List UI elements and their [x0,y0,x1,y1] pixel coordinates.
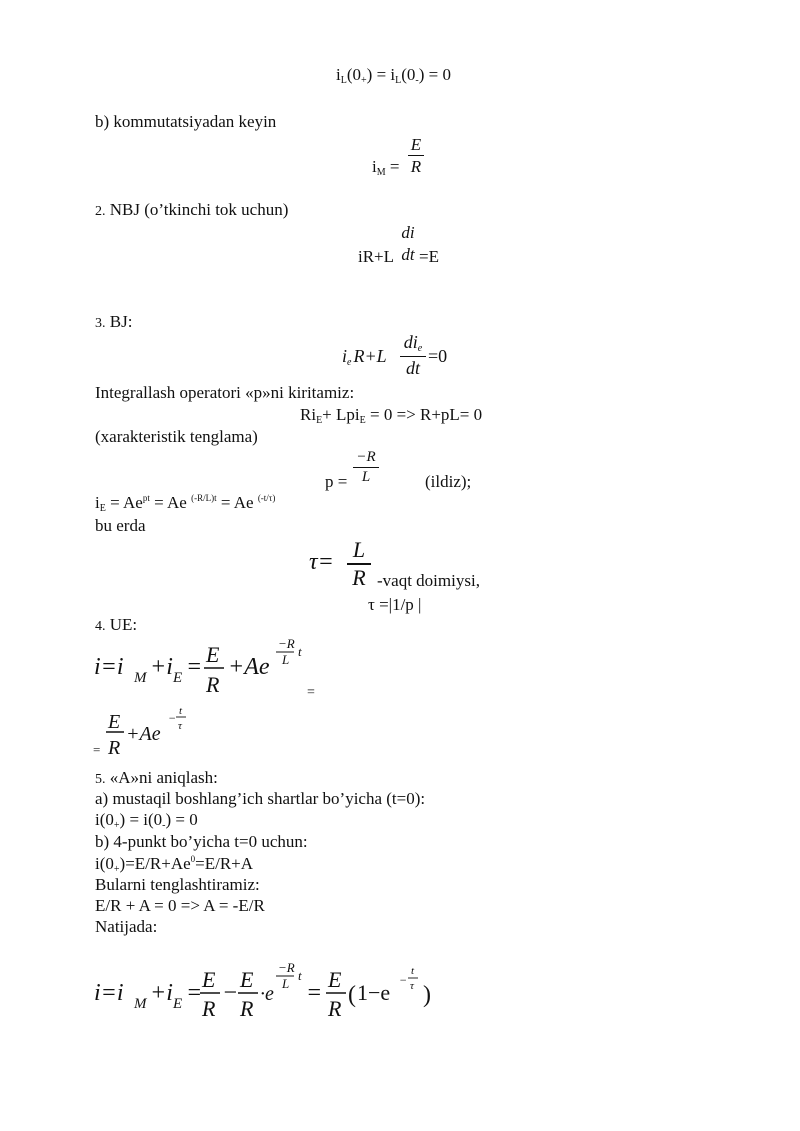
svg-text:t: t [179,705,183,717]
final-formula [90,950,450,1030]
svg-text:1−e: 1−e [357,980,391,1005]
a-line-6: E/R + A = 0 => A = -E/R [95,896,265,915]
svg-text:−: − [168,711,177,725]
root-note: (ildiz); [425,472,472,491]
bj-mid: R+L [353,346,387,366]
svg-text:R: R [206,672,220,697]
bj-eq-right: =0 [428,346,448,366]
svg-text:R: R [108,737,121,759]
svg-text:+Ae: +Ae [228,654,270,680]
root-numerator: −R [356,449,376,465]
svg-text:E: E [240,967,254,992]
svg-text:=: = [306,980,323,1006]
tau-equation: τ =|1/p | [368,595,422,614]
ue-formula [90,630,350,760]
bj-denominator: dt [405,358,420,378]
tau-numerator: L [352,537,366,562]
a-title: «A»ni aniqlash: [109,768,218,787]
bj-title: BJ: [109,312,133,331]
svg-text:): ) [423,982,431,1008]
svg-text:+i: +i [150,654,173,680]
nbj-denominator: dt [401,245,415,264]
svg-text:L: L [282,976,290,991]
svg-text:R: R [240,996,254,1021]
svg-text:τ: τ [178,720,182,732]
nbj-heading [95,201,288,219]
operator-intro: Integrallash operatori «p»ni kiritamiz: [95,383,355,402]
nbj-numerator: di [401,223,415,242]
svg-text:+i: +i [150,980,173,1006]
svg-text:(: ( [348,982,356,1008]
svg-text:E: E [206,642,220,667]
svg-text:M: M [134,670,147,686]
a-line-5: Bularni tenglashtiramiz: [95,875,260,894]
svg-text:E: E [202,967,216,992]
a-number: 5. [95,772,106,787]
root-label: p = [325,472,348,491]
svg-text:R: R [328,996,342,1021]
nbj-fraction [398,224,418,263]
nbj-eq-left: iR+L [358,247,395,266]
a-line-2: $i(0_+) = i(0_-) = 0$ [95,810,198,831]
svg-text:E: E [173,670,183,686]
svg-text:R: R [202,996,216,1021]
a-line-3: b) 4-punkt bo’yicha t=0 uchun: [95,832,308,851]
a-line-4: $i(0_+)=E/R+Ae^0=E/R+A$ [95,854,254,875]
tau-lhs: τ= [309,549,334,575]
im-fraction [408,136,424,175]
svg-text:−R: −R [278,960,295,975]
after-commutation-heading: b) kommutatsiyadan keyin [95,112,277,131]
svg-text:M: M [134,996,147,1012]
svg-text:−R: −R [278,636,295,651]
operator-equation: $Ri_E+ Lpi_E = 0 => R+pL= 0$ [300,405,483,426]
svg-text:t: t [298,968,302,983]
a-line-1: a) mustaqil boshlang’ich shartlar bo’yicha (t=0): [95,789,426,808]
im-equation-label: $i_M$ = [372,157,400,178]
svg-text:t: t [298,644,302,659]
bj-i-sub: e [347,357,352,368]
a-heading [95,769,218,787]
svg-text:=: = [93,742,101,757]
nbj-number: 2. [95,204,106,219]
tau-note: -vaqt doimiysi, [377,571,480,590]
initial-condition-equation: $i_L(0_+) = i_L(0_-) = 0$ [336,65,452,86]
im-numerator: E [410,135,422,154]
bj-numerator-sub: e [417,343,423,354]
svg-text:E: E [108,711,121,733]
svg-text:·e: ·e [260,983,274,1005]
ue-eq-end: = [307,685,315,700]
svg-text:i=i: i=i [94,980,124,1006]
where-label: bu erda [95,516,146,535]
bj-numerator: di [403,332,418,352]
bj-heading [95,313,132,331]
svg-text:E: E [328,967,342,992]
tau-fraction [347,539,371,589]
ue-title: UE: [109,615,138,634]
svg-text:L: L [282,652,290,667]
root-denominator: L [361,469,371,485]
char-equation-note: (xarakteristik tenglama) [95,427,258,446]
svg-text:−: − [399,973,408,987]
bj-i: i [342,346,348,366]
svg-text:=: = [186,654,203,680]
svg-text:τ: τ [410,980,414,992]
im-denominator: R [410,157,422,176]
svg-text:E: E [173,996,183,1012]
a-line-7: Natijada: [95,917,158,936]
root-fraction [353,450,379,485]
bj-fraction [400,333,426,377]
ue-number: 4. [95,619,106,634]
bj-equation [342,347,387,368]
svg-text:=: = [186,980,203,1006]
ie-equation: $i_E = Ae^{pt} = Ae$ $^{(-R/L)t}$ = Ae $^{(-t/\tau)}$ [95,493,276,514]
svg-text:t: t [411,965,415,977]
tau-denominator: R [352,565,366,590]
nbj-title: NBJ (o’tkinchi tok uchun) [109,200,289,219]
bj-number: 3. [95,316,106,331]
nbj-eq-right: =E [419,247,439,266]
svg-text:−: − [222,980,239,1006]
svg-text:i=i: i=i [94,654,124,680]
svg-text:+Ae: +Ae [126,723,161,745]
